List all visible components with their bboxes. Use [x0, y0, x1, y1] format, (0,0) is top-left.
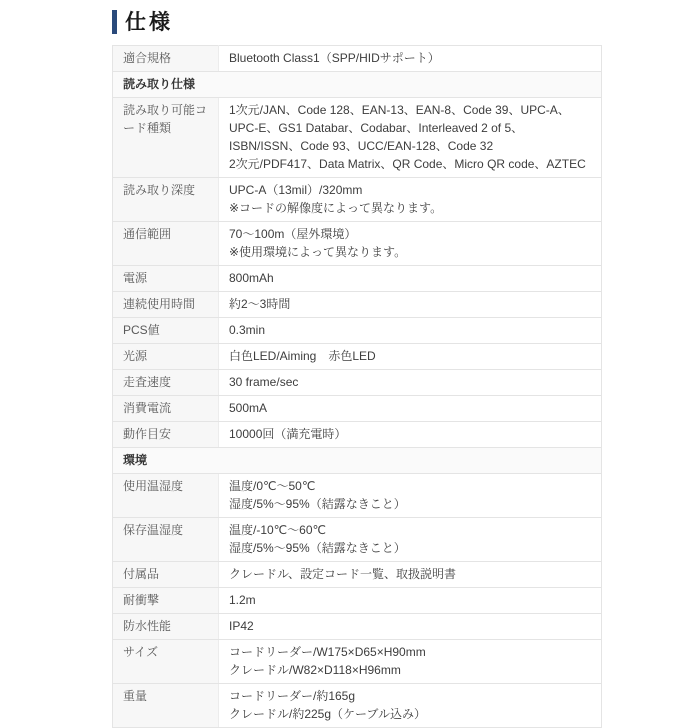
spec-value-line: 1次元/JAN、Code 128、EAN-13、EAN-8、Code 39、UPC-A、UPC-E、GS1 Databar、Codabar、Interleaved 2 of 5、ISBN/ISSN、Code 93、UCC/EAN-128、Code 32: [229, 103, 570, 153]
spec-value: [219, 266, 602, 292]
spec-value: [219, 292, 602, 318]
spec-label: 付属品: [113, 562, 219, 588]
spec-label: 通信範囲: [113, 222, 219, 266]
section-label: 環境: [113, 448, 602, 474]
spec-row: [113, 396, 602, 422]
spec-value: [219, 370, 602, 396]
spec-label: 読み取り深度: [113, 178, 219, 222]
spec-row: [113, 178, 602, 222]
title-accent-bar: [112, 10, 117, 34]
page-title-text: 仕様: [125, 10, 173, 34]
spec-page: [112, 6, 602, 728]
spec-value: [219, 178, 602, 222]
spec-value-line: 1.2m: [229, 593, 256, 607]
spec-label: 走査速度: [113, 370, 219, 396]
spec-value: [219, 518, 602, 562]
spec-row: [113, 318, 602, 344]
spec-label: 使用温湿度: [113, 474, 219, 518]
spec-value: [219, 46, 602, 72]
section-row: [113, 448, 602, 474]
spec-row: [113, 98, 602, 178]
spec-label: 保存温湿度: [113, 518, 219, 562]
spec-value: [219, 98, 602, 178]
spec-label: 耐衝撃: [113, 588, 219, 614]
section-label: 読み取り仕様: [113, 72, 602, 98]
spec-value-line: 0.3min: [229, 323, 266, 337]
spec-value: [219, 222, 602, 266]
spec-value: [219, 344, 602, 370]
spec-value-line: クレードル/W82×D118×H96mm: [229, 663, 401, 677]
spec-value-line: クレードル/約225g（ケーブル込み）: [229, 707, 426, 721]
spec-value-line: UPC-A（13mil）/320mm: [229, 183, 363, 197]
spec-row: [113, 222, 602, 266]
spec-value: [219, 588, 602, 614]
spec-label: 消費電流: [113, 396, 219, 422]
spec-row: [113, 684, 602, 728]
spec-label: 読み取り可能コード種類: [113, 98, 219, 178]
spec-value-line: 白色LED/Aiming 赤色LED: [229, 349, 376, 363]
spec-label: 防水性能: [113, 614, 219, 640]
spec-value-line: クレードル、設定コード一覧、取扱説明書: [229, 567, 457, 581]
spec-value: [219, 684, 602, 728]
spec-label: 動作目安: [113, 422, 219, 448]
spec-value: [219, 318, 602, 344]
spec-row: [113, 640, 602, 684]
spec-value-line: 30 frame/sec: [229, 375, 299, 389]
spec-label: 連続使用時間: [113, 292, 219, 318]
spec-row: [113, 46, 602, 72]
spec-value-line: 温度/-10℃〜60℃: [229, 523, 326, 537]
spec-table-body: [113, 46, 602, 728]
spec-value: [219, 614, 602, 640]
spec-value-line: IP42: [229, 619, 254, 633]
spec-row: [113, 266, 602, 292]
spec-value-line: 2次元/PDF417、Data Matrix、QR Code、Micro QR code、AZTEC: [229, 157, 586, 171]
spec-value: [219, 422, 602, 448]
spec-value: [219, 640, 602, 684]
spec-value-line: 湿度/5%〜95%（結露なきこと）: [229, 541, 406, 555]
spec-value-line: コードリーダー/W175×D65×H90mm: [229, 645, 426, 659]
spec-value-line: ※コードの解像度によって異なります。: [229, 201, 443, 215]
spec-value: [219, 396, 602, 422]
spec-value-line: 70〜100m（屋外環境）: [229, 227, 357, 241]
spec-value-line: 800mAh: [229, 271, 274, 285]
spec-value-line: Bluetooth Class1（SPP/HIDサポート）: [229, 51, 440, 65]
section-row: [113, 72, 602, 98]
spec-row: [113, 474, 602, 518]
spec-label: サイズ: [113, 640, 219, 684]
spec-value-line: 500mA: [229, 401, 268, 415]
spec-row: [113, 588, 602, 614]
spec-value-line: 10000回（満充電時）: [229, 427, 347, 441]
spec-row: [113, 562, 602, 588]
spec-row: [113, 344, 602, 370]
spec-value-line: ※使用環境によって異なります。: [229, 245, 407, 259]
page-title: [112, 8, 602, 36]
spec-label: 適合規格: [113, 46, 219, 72]
spec-row: [113, 518, 602, 562]
spec-value-line: 温度/0℃〜50℃: [229, 479, 316, 493]
spec-row: [113, 422, 602, 448]
spec-table: [112, 45, 602, 728]
spec-value: [219, 562, 602, 588]
spec-row: [113, 292, 602, 318]
spec-label: 電源: [113, 266, 219, 292]
spec-label: PCS値: [113, 318, 219, 344]
spec-label: 重量: [113, 684, 219, 728]
spec-label: 光源: [113, 344, 219, 370]
spec-value-line: 約2〜3時間: [229, 297, 291, 311]
spec-value-line: 湿度/5%〜95%（結露なきこと）: [229, 497, 406, 511]
spec-value-line: コードリーダー/約165g: [229, 689, 356, 703]
spec-row: [113, 614, 602, 640]
spec-row: [113, 370, 602, 396]
spec-value: [219, 474, 602, 518]
